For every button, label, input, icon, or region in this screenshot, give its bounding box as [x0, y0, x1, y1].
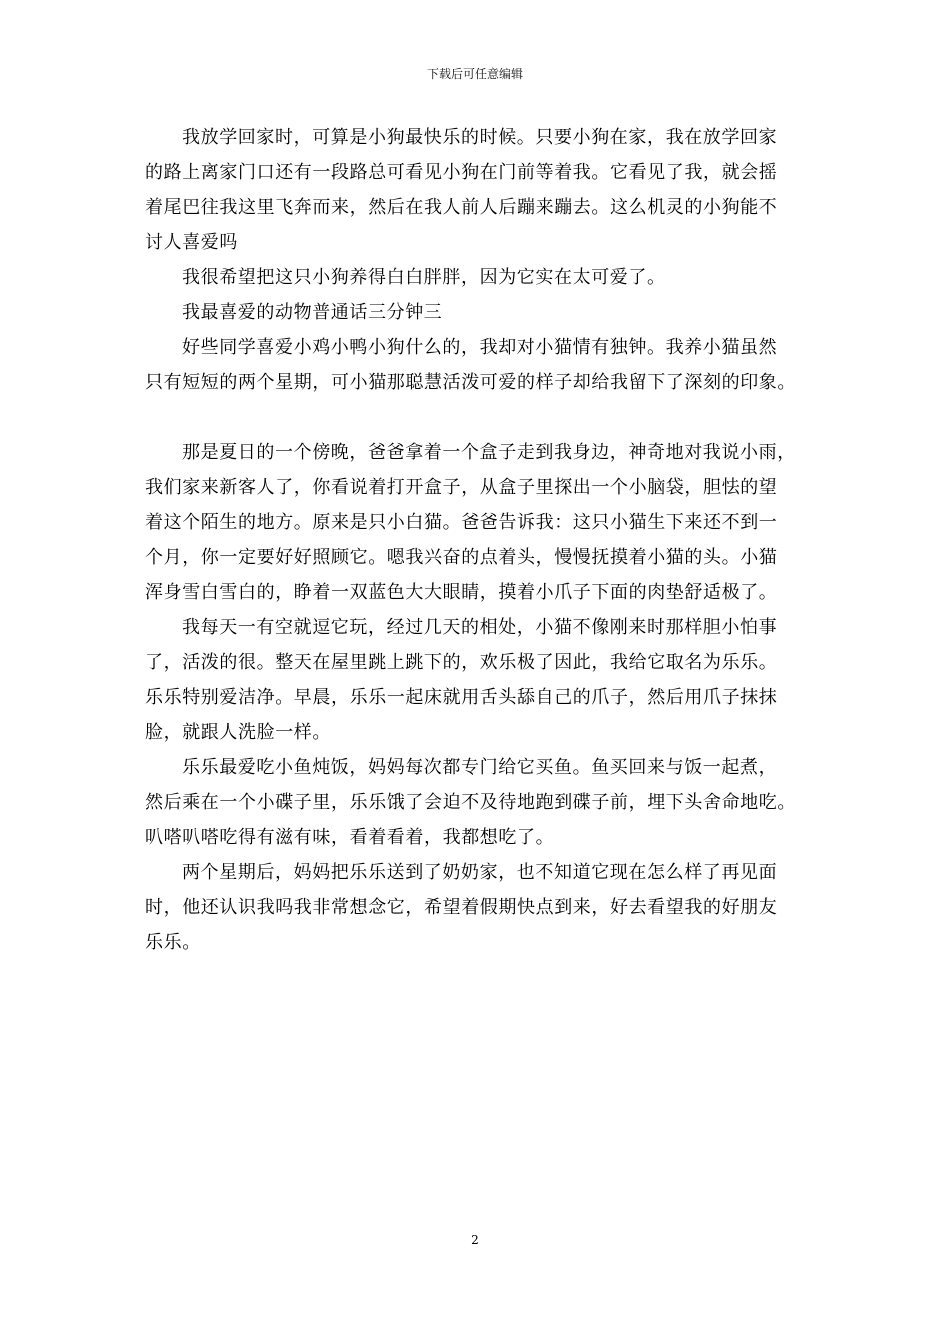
text-line: 只有短短的两个星期，可小猫那聪慧活泼可爱的样子却给我留下了深刻的印象。 [145, 372, 796, 393]
text-line: 乐乐特别爱洁净。早晨，乐乐一起床就用舌头舔自己的爪子，然后用爪子抹抹 [145, 687, 778, 708]
paragraph-dog-after-school [145, 120, 821, 260]
blank-line [145, 400, 821, 435]
text-line: 时，他还认识我吗我非常想念它，希望着假期快点到来，好去看望我的好朋友 [145, 897, 778, 918]
text-line: 着这个陌生的地方。原来是只小白猫。爸爸告诉我：这只小猫生下来还不到一 [145, 512, 778, 533]
text-line: 乐乐。 [145, 932, 201, 953]
text-line: 个月，你一定要好好照顾它。嗯我兴奋的点着头，慢慢抚摸着小猫的头。小猫 [145, 547, 778, 568]
text-line: 我放学回家时，可算是小狗最快乐的时候。只要小狗在家，我在放学回家 [182, 127, 778, 148]
document-body [145, 120, 821, 960]
text-line: 那是夏日的一个傍晚，爸爸拿着一个盒子走到我身边，神奇地对我说小雨， [182, 442, 796, 463]
text-line: 叭嗒叭嗒吃得有滋有味，看着看着，我都想吃了。 [145, 827, 555, 848]
text-line: 两个星期后，妈妈把乐乐送到了奶奶家，也不知道它现在怎么样了再见面 [182, 862, 778, 883]
text-line: 了，活泼的很。整天在屋里跳上跳下的，欢乐极了因此，我给它取名为乐乐。 [145, 652, 778, 673]
text-line: 我很希望把这只小狗养得白白胖胖，因为它实在太可爱了。 [182, 267, 666, 288]
paragraph-cat-arrival [145, 435, 821, 610]
text-line: 我每天一有空就逗它玩，经过几天的相处，小猫不像刚来时那样胆小怕事 [182, 617, 778, 638]
text-line: 浑身雪白雪白的，睁着一双蓝色大大眼睛，摸着小爪子下面的肉垫舒适极了。 [145, 582, 778, 603]
text-line: 的路上离家门口还有一段路总可看见小狗在门前等着我。它看见了我，就会摇 [145, 162, 778, 183]
text-line: 着尾巴往我这里飞奔而来，然后在我人前人后蹦来蹦去。这么机灵的小狗能不 [145, 197, 778, 218]
paragraph-cat-farewell [145, 855, 821, 960]
section-heading [145, 295, 821, 330]
text-line: 脸，就跟人洗脸一样。 [145, 722, 331, 743]
paragraph-cat-eating [145, 750, 821, 855]
paragraph-dog-wish [145, 260, 821, 295]
text-line: 我们家来新客人了，你看说着打开盒子，从盒子里探出一个小脑袋，胆怯的望 [145, 477, 778, 498]
page-header: 下载后可任意编辑 [426, 67, 523, 81]
paragraph-cat-intro [145, 330, 821, 400]
text-line: 好些同学喜爱小鸡小鸭小狗什么的，我却对小猫情有独钟。我养小猫虽然 [182, 337, 778, 358]
page-number: 2 [471, 1233, 479, 1247]
text-line: 然后乘在一个小碟子里，乐乐饿了会迫不及待地跑到碟子前，埋下头舍命地吃。 [145, 792, 796, 813]
section-title: 我最喜爱的动物普通话三分钟三 [182, 302, 443, 323]
text-line: 讨人喜爱吗 [145, 232, 238, 253]
text-line: 乐乐最爱吃小鱼炖饭，妈妈每次都专门给它买鱼。鱼买回来与饭一起煮， [182, 757, 778, 778]
paragraph-cat-playing [145, 610, 821, 750]
